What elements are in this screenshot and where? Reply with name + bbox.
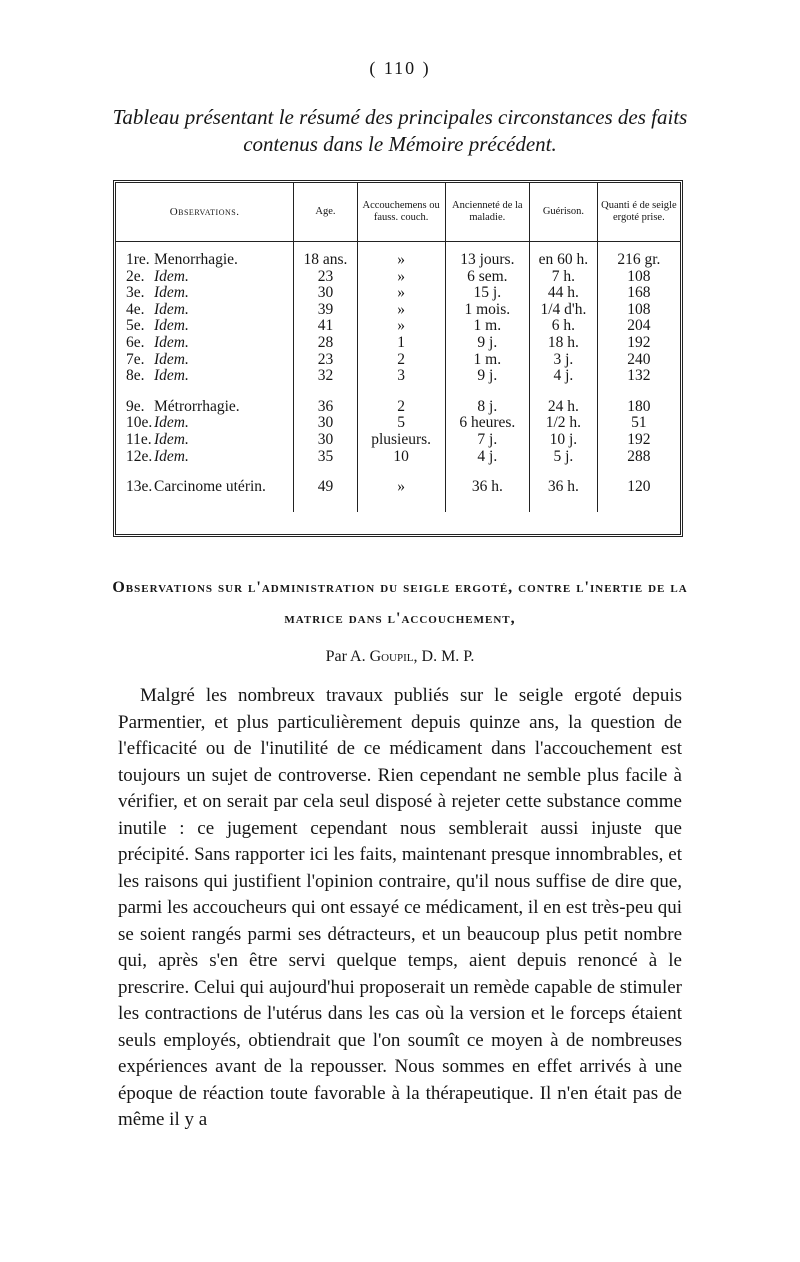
- observation-name: Idem.: [154, 350, 189, 368]
- observation-number: 6e.: [126, 333, 145, 351]
- cell-accouchemens: 10: [357, 449, 445, 466]
- cell-guerison: 24 h.: [530, 385, 598, 416]
- cell-anciennete: 7 j.: [445, 432, 530, 449]
- cell-observation: [116, 465, 294, 496]
- observation-number: 2e.: [126, 267, 145, 285]
- observation-number: 4e.: [126, 300, 145, 318]
- cell-guerison: 10 j.: [530, 432, 598, 449]
- cell-anciennete: 13 jours.: [445, 252, 530, 269]
- byline-author: Goupil: [369, 648, 414, 665]
- observation-name: Idem.: [154, 447, 189, 465]
- table-caption: Tableau présentant le résumé des principales circonstances des faits contenus dans le Mémoire précédent.: [112, 105, 688, 156]
- cell-observation: [116, 318, 294, 335]
- cell-age: 18 ans.: [294, 252, 358, 269]
- cell-quantite: 168: [627, 284, 651, 302]
- cell-anciennete: 8 j.: [445, 385, 530, 416]
- cell-observation: [116, 368, 294, 385]
- observation-name: Idem.: [154, 430, 189, 448]
- cell-observation: [116, 302, 294, 319]
- cell-guerison: 3 j.: [530, 352, 598, 369]
- cell-guerison: 4 j.: [530, 368, 598, 385]
- observation-number: 1re.: [126, 251, 150, 268]
- article-byline: [0, 648, 800, 666]
- observation-name: Idem.: [154, 267, 189, 285]
- cell-accouchemens: 2: [357, 385, 445, 416]
- observation-number: 5e.: [126, 317, 145, 335]
- cell-quantite: 132: [627, 367, 651, 385]
- observation-number: 10e.: [126, 414, 153, 432]
- observation-name: Idem.: [154, 284, 189, 302]
- observation-number: 9e.: [126, 397, 145, 415]
- byline-prefix: Par A.: [325, 648, 366, 665]
- article-body: Malgré les nombreux travaux publiés sur le seigle ergoté depuis Parmentier, et plus particulièrement depuis quinze ans, la question de l'efficacité ou de l'inutilité de ce médicament dans l'accouchement est toujours un sujet de controverse. Rien cependant ne semble plus facile à vérifier, et on serait par cela seul disposé à rejeter cette substance comme inutile : ce jugement cependant nous semblerait aussi injuste que précipité. Sans rapporter ici les faits, maintenant presque innombrables, et les raisons qui justifient l'opinion contraire, qu'il nous suffise de dire que, parmi les accoucheurs qui ont essayé ce médicament, il en est très-peu qui se soient rangés parmi ses détracteurs, et un beaucoup plus petit nombre qui, après s'en être servi quelque temps, aient depuis renoncé à le prescrire. Celui qui aujourd'hui proposerait un remède capable de stimuler les contractions de l'utérus dans les cas où la version et le forceps étaient seuls employés, obtiendrait que l'on soumît ce moyen à de nombreuses expériences avant de la repousser. Nous sommes en effet arrivés à une époque de réaction toute favorable à la thérapeutique. Il n'en était pas de même il y a: [118, 685, 682, 1130]
- cell-observation: [116, 252, 294, 269]
- observation-name: Idem.: [154, 300, 189, 318]
- cell-guerison: 7 h.: [530, 269, 598, 286]
- cell-observation: [116, 269, 294, 286]
- cell-observation: [116, 415, 294, 432]
- cell-guerison: 18 h.: [530, 335, 598, 352]
- table-row: [116, 302, 680, 319]
- cell-accouchemens: »: [357, 302, 445, 319]
- cell-observation: [116, 449, 294, 466]
- cell-guerison: 44 h.: [530, 285, 598, 302]
- observation-name: Carcinome utérin.: [154, 478, 266, 496]
- observation-name: Métrorrhagie.: [154, 397, 240, 415]
- cell-age: 49: [294, 465, 358, 496]
- cell-accouchemens: »: [357, 318, 445, 335]
- cell-quantite: 240: [627, 350, 651, 368]
- cell-quantite: 120: [627, 478, 651, 496]
- table-row: [116, 465, 680, 496]
- cell-age: 30: [294, 285, 358, 302]
- cell-anciennete: 9 j.: [445, 335, 530, 352]
- table-row: [116, 269, 680, 286]
- summary-table-grid: [116, 183, 680, 512]
- byline-suffix: , D. M. P.: [413, 648, 475, 665]
- cell-accouchemens: 2: [357, 352, 445, 369]
- cell-quantite: 108: [627, 267, 651, 285]
- cell-observation: [116, 285, 294, 302]
- cell-age: 23: [294, 269, 358, 286]
- cell-accouchemens: 1: [357, 335, 445, 352]
- article-title: Observations sur l'administration du seigle ergoté, contre l'inertie de la matrice dans l'accouchement,: [112, 579, 688, 627]
- observation-name: Idem.: [154, 317, 189, 335]
- cell-age: 35: [294, 449, 358, 466]
- cell-accouchemens: 3: [357, 368, 445, 385]
- cell-guerison: 36 h.: [530, 465, 598, 496]
- cell-age: 28: [294, 335, 358, 352]
- table-row: [116, 285, 680, 302]
- cell-age: 23: [294, 352, 358, 369]
- cell-age: 41: [294, 318, 358, 335]
- observation-number: 3e.: [126, 284, 145, 302]
- cell-age: 30: [294, 432, 358, 449]
- cell-anciennete: 9 j.: [445, 368, 530, 385]
- cell-accouchemens: »: [357, 269, 445, 286]
- cell-quantite: 180: [627, 397, 651, 415]
- cell-age: 30: [294, 415, 358, 432]
- cell-observation: [116, 352, 294, 369]
- cell-accouchemens: 5: [357, 415, 445, 432]
- cell-age: 32: [294, 368, 358, 385]
- cell-quantite: 204: [627, 317, 651, 335]
- cell-accouchemens: »: [357, 252, 445, 269]
- observation-name: Idem.: [154, 367, 189, 385]
- cell-observation: [116, 335, 294, 352]
- cell-accouchemens: »: [357, 465, 445, 496]
- cell-anciennete: 36 h.: [445, 465, 530, 496]
- table-row: [116, 385, 680, 416]
- table-row: [116, 335, 680, 352]
- header-guerison: Guérison.: [530, 183, 598, 242]
- table-row: [116, 318, 680, 335]
- summary-table: [113, 180, 683, 537]
- cell-accouchemens: plusieurs.: [357, 432, 445, 449]
- spacer-row: [116, 496, 680, 512]
- cell-anciennete: 4 j.: [445, 449, 530, 466]
- table-row: [116, 352, 680, 369]
- cell-anciennete: 1 m.: [445, 318, 530, 335]
- cell-accouchemens: »: [357, 285, 445, 302]
- cell-guerison: 1/2 h.: [530, 415, 598, 432]
- table-row: [116, 252, 680, 269]
- observation-name: Idem.: [154, 333, 189, 351]
- cell-anciennete: 6 sem.: [445, 269, 530, 286]
- table-row: [116, 415, 680, 432]
- cell-anciennete: 1 m.: [445, 352, 530, 369]
- table-row: [116, 432, 680, 449]
- header-anciennete: Ancienneté de la maladie.: [445, 183, 530, 242]
- observation-number: 12e.: [126, 447, 153, 465]
- observation-name: Idem.: [154, 414, 189, 432]
- cell-observation: [116, 385, 294, 416]
- observation-number: 7e.: [126, 350, 145, 368]
- cell-guerison: 1/4 d'h.: [530, 302, 598, 319]
- header-age: Age.: [294, 183, 358, 242]
- header-quantite: Quanti é de seigle ergoté prise.: [597, 183, 680, 242]
- cell-anciennete: 6 heures.: [445, 415, 530, 432]
- cell-quantite: 192: [627, 333, 651, 351]
- cell-quantite: 216 gr.: [617, 251, 661, 268]
- observation-number: 13e.: [126, 478, 153, 496]
- table-header-row: [116, 183, 680, 242]
- cell-observation: [116, 432, 294, 449]
- cell-age: 39: [294, 302, 358, 319]
- header-accouchemens: Accouchemens ou fauss. couch.: [357, 183, 445, 242]
- table-row: [116, 368, 680, 385]
- cell-quantite: 108: [627, 300, 651, 318]
- cell-guerison: 6 h.: [530, 318, 598, 335]
- header-observations: Observations.: [116, 183, 294, 242]
- cell-quantite: 51: [631, 414, 647, 432]
- cell-quantite: 288: [627, 447, 651, 465]
- cell-quantite: 192: [627, 430, 651, 448]
- cell-age: 36: [294, 385, 358, 416]
- cell-anciennete: 15 j.: [445, 285, 530, 302]
- observation-name: Menorrhagie.: [154, 251, 238, 268]
- observation-number: 11e.: [126, 430, 152, 448]
- cell-guerison: 5 j.: [530, 449, 598, 466]
- cell-anciennete: 1 mois.: [445, 302, 530, 319]
- page-number: ( 110 ): [369, 58, 431, 78]
- cell-guerison: en 60 h.: [530, 252, 598, 269]
- table-body: [116, 242, 680, 512]
- observation-number: 8e.: [126, 367, 145, 385]
- table-row: [116, 449, 680, 466]
